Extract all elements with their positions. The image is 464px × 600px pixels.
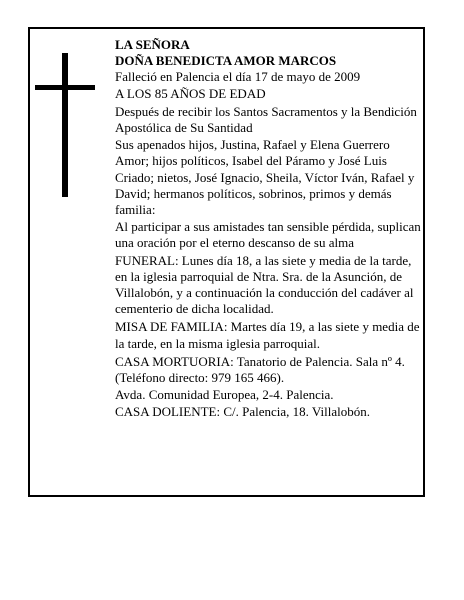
notice-heading: LA SEÑORA — [115, 37, 190, 52]
home-paragraph: CASA DOLIENTE: C/. Palencia, 18. Villalobón. — [115, 404, 370, 420]
deceased-name: DOÑA BENEDICTA AMOR MARCOS — [115, 53, 337, 69]
cross-icon — [62, 53, 68, 197]
cross-icon-bar — [35, 85, 95, 90]
family-mass-paragraph: MISA DE FAMILIA: Martes día 19, a las siete y media de la tarde, en la misma iglesia parroquial. — [115, 319, 420, 351]
mortuary-paragraph: CASA MORTUORIA: Tanatorio de Palencia. Sala nº 4. (Teléfono directo: 979 165 466). — [115, 353, 405, 386]
funeral-paragraph: FUNERAL: Lunes día 18, a las siete y media de la tarde, en la iglesia parroquial de Ntra. Sra. de la Asunción, de Villalobón, y a continuación la conducción del cadáver al cementerio de dicha localidad. — [115, 252, 414, 317]
notice-text — [115, 37, 423, 421]
address-paragraph: Avda. Comunidad Europea, 2-4. Palencia. — [115, 387, 334, 403]
age-line: A LOS 85 AÑOS DE EDAD — [115, 85, 266, 101]
family-paragraph: Sus apenados hijos, Justina, Rafael y Elena Guerrero Amor; hijos políticos, Isabel del Páramo y José Luis Criado; nietos, José Ignacio, Sheila, Víctor Iván, Rafael y David; hermanos políticos, sobrinos, primos y demás familia: — [115, 137, 415, 218]
request-paragraph: Al participar a sus amistades tan sensible pérdida, suplican una oración por el eterno descanso de su alma — [115, 219, 421, 251]
death-date: Falleció en Palencia el día 17 de mayo de 2009 — [115, 69, 361, 85]
sacraments-paragraph: Después de recibir los Santos Sacramentos y la Bendición Apostólica de Su Santidad — [115, 103, 417, 136]
